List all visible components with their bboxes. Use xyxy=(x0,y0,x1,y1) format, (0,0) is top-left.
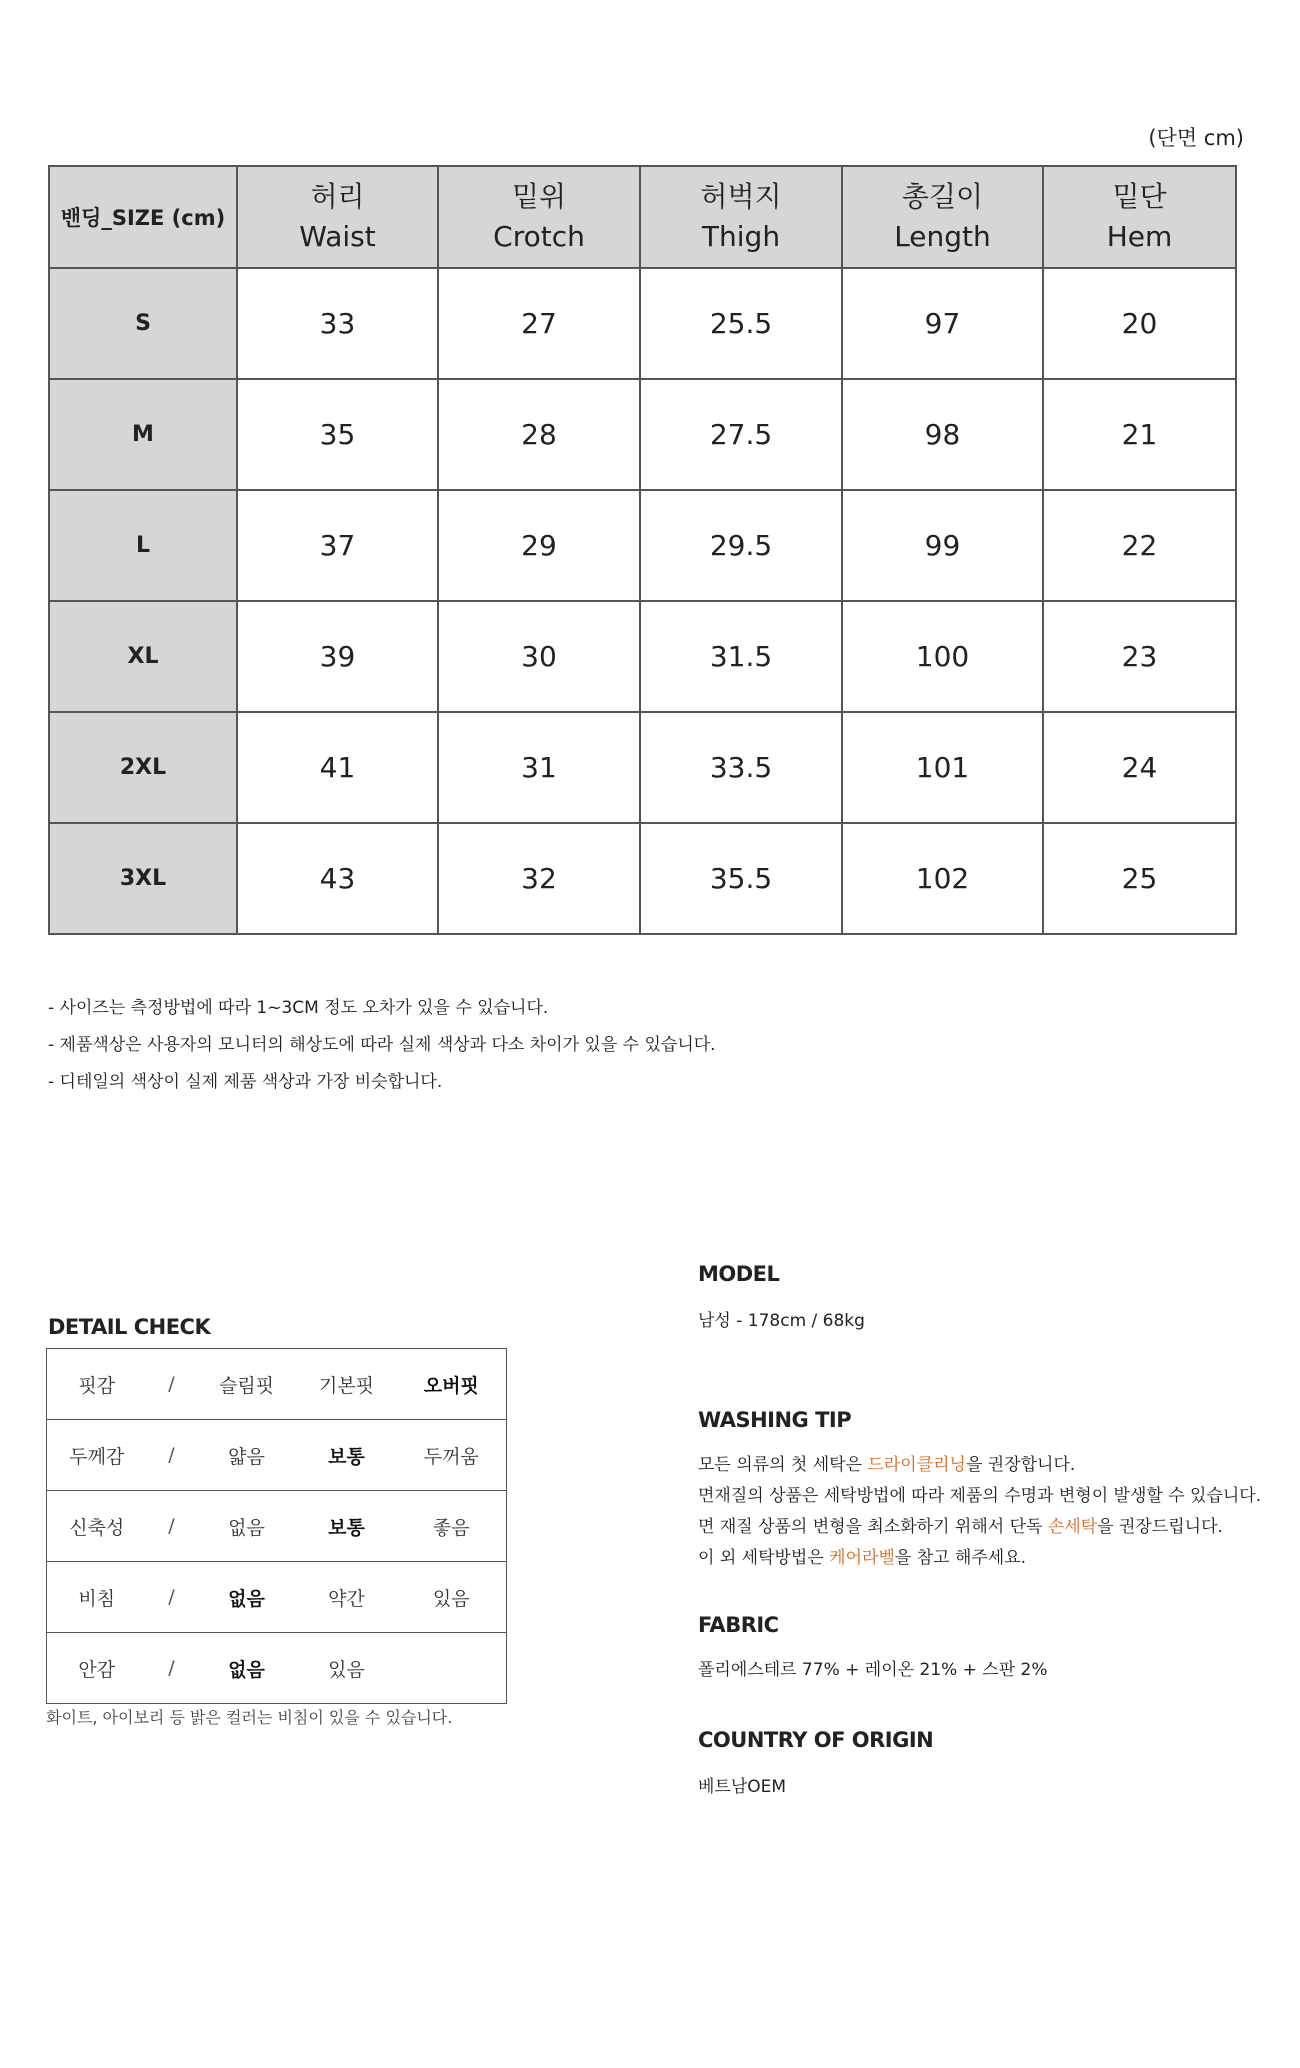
table-cell: 41 xyxy=(237,712,438,823)
fabric-section xyxy=(698,1613,1278,1686)
detail-option-selected: 보통 xyxy=(297,1420,397,1491)
table-cell: 101 xyxy=(842,712,1043,823)
washing-text: 면 재질 상품의 변형을 최소화하기 위해서 단독 xyxy=(698,1517,1048,1537)
detail-option: 없음 xyxy=(197,1491,297,1562)
detail-divider: / xyxy=(147,1349,197,1420)
column-header-en: Crotch xyxy=(493,220,585,253)
table-cell: 22 xyxy=(1043,490,1236,601)
origin-title: COUNTRY OF ORIGIN xyxy=(698,1728,934,1752)
washing-text: 을 권장합니다. xyxy=(965,1455,1076,1475)
size-table xyxy=(48,165,1237,935)
size-label: XL xyxy=(49,601,237,712)
table-cell: 24 xyxy=(1043,712,1236,823)
detail-divider: / xyxy=(147,1420,197,1491)
column-header-hem xyxy=(1043,166,1236,268)
table-cell: 102 xyxy=(842,823,1043,934)
detail-divider: / xyxy=(147,1491,197,1562)
detail-row-stretch xyxy=(47,1491,507,1562)
size-label: 3XL xyxy=(49,823,237,934)
size-label: L xyxy=(49,490,237,601)
fabric-title: FABRIC xyxy=(698,1613,779,1637)
origin-text: 베트남OEM xyxy=(698,1777,787,1797)
note-item: - 사이즈는 측정방법에 따라 1~3CM 정도 오차가 있을 수 있습니다. xyxy=(48,998,549,1018)
detail-row-thickness xyxy=(47,1420,507,1491)
model-text: 남성 - 178cm / 68kg xyxy=(698,1311,865,1331)
detail-option: 얇음 xyxy=(197,1420,297,1491)
washing-line-4 xyxy=(698,1543,1278,1574)
detail-check-note: 화이트, 아이보리 등 밝은 컬러는 비침이 있을 수 있습니다. xyxy=(46,1708,453,1727)
table-cell: 100 xyxy=(842,601,1043,712)
detail-label: 안감 xyxy=(78,1658,116,1681)
detail-option xyxy=(397,1633,507,1704)
size-row-3xl xyxy=(49,823,1236,934)
size-label: M xyxy=(49,379,237,490)
column-header-en: Length xyxy=(894,220,991,253)
detail-option: 기본핏 xyxy=(297,1349,397,1420)
washing-highlight: 드라이클리닝 xyxy=(867,1455,966,1475)
detail-check-table xyxy=(46,1348,507,1704)
size-row-xl xyxy=(49,601,1236,712)
column-header-en: Thigh xyxy=(701,220,781,253)
table-cell: 99 xyxy=(842,490,1043,601)
table-cell: 29.5 xyxy=(640,490,842,601)
washing-text: 모든 의류의 첫 세탁은 xyxy=(698,1455,868,1475)
detail-option: 있음 xyxy=(397,1562,507,1633)
column-header-en: Hem xyxy=(1106,220,1173,253)
table-cell: 32 xyxy=(438,823,640,934)
table-cell: 97 xyxy=(842,268,1043,379)
unit-note: (단면 cm) xyxy=(1148,126,1244,150)
column-header-en: Waist xyxy=(299,220,376,253)
column-header-length xyxy=(842,166,1043,268)
size-column-header: 밴딩_SIZE (cm) xyxy=(49,166,237,268)
detail-option: 슬림핏 xyxy=(197,1349,297,1420)
table-cell: 98 xyxy=(842,379,1043,490)
table-cell: 25 xyxy=(1043,823,1236,934)
size-label: S xyxy=(49,268,237,379)
table-cell: 20 xyxy=(1043,268,1236,379)
size-row-s xyxy=(49,268,1236,379)
fabric-text: 폴리에스테르 77% + 레이온 21% + 스판 2% xyxy=(698,1660,1048,1680)
detail-option: 있음 xyxy=(328,1658,365,1681)
washing-text: 이 외 세탁방법은 xyxy=(698,1548,830,1568)
model-title: MODEL xyxy=(698,1262,780,1286)
size-table-header-row xyxy=(49,166,1236,268)
detail-option-selected: 보통 xyxy=(297,1491,397,1562)
column-header-crotch xyxy=(438,166,640,268)
table-cell: 33.5 xyxy=(640,712,842,823)
table-cell: 27 xyxy=(438,268,640,379)
measurement-notes xyxy=(48,990,716,1101)
washing-text: 을 참고 해주세요. xyxy=(894,1548,1027,1568)
origin-section xyxy=(698,1728,1278,1803)
table-cell: 33 xyxy=(237,268,438,379)
table-cell: 25.5 xyxy=(640,268,842,379)
column-header-waist xyxy=(237,166,438,268)
detail-divider: / xyxy=(147,1562,197,1633)
table-cell: 35.5 xyxy=(640,823,842,934)
detail-label: 두께감 xyxy=(47,1420,147,1491)
detail-option-selected: 없음 xyxy=(197,1562,297,1633)
size-row-m xyxy=(49,379,1236,490)
table-cell: 31 xyxy=(438,712,640,823)
washing-line-1 xyxy=(698,1450,1278,1481)
table-cell: 29 xyxy=(438,490,640,601)
table-cell: 28 xyxy=(438,379,640,490)
column-header-ko: 허벅지 xyxy=(700,180,782,213)
table-cell: 27.5 xyxy=(640,379,842,490)
washing-line-3 xyxy=(698,1512,1278,1543)
detail-label: 비침 xyxy=(47,1562,147,1633)
table-cell: 43 xyxy=(237,823,438,934)
detail-option-selected: 없음 xyxy=(228,1658,265,1681)
detail-check-title: DETAIL CHECK xyxy=(48,1315,211,1339)
note-item: - 제품색상은 사용자의 모니터의 해상도에 따라 실제 색상과 다소 차이가 있을 수 있습니다. xyxy=(48,1035,716,1055)
detail-option: 약간 xyxy=(297,1562,397,1633)
note-item: - 디테일의 색상이 실제 제품 색상과 가장 비슷합니다. xyxy=(48,1072,443,1092)
detail-label: 핏감 xyxy=(47,1349,147,1420)
column-header-ko: 허리 xyxy=(310,180,365,213)
column-header-ko: 총길이 xyxy=(901,180,984,213)
detail-option: 두꺼움 xyxy=(397,1420,507,1491)
table-cell: 37 xyxy=(237,490,438,601)
washing-highlight: 손세탁 xyxy=(1047,1517,1098,1537)
size-label: 2XL xyxy=(49,712,237,823)
washing-highlight: 케어라벨 xyxy=(829,1548,895,1568)
table-cell: 35 xyxy=(237,379,438,490)
table-cell: 31.5 xyxy=(640,601,842,712)
column-header-ko: 밑단 xyxy=(1112,180,1167,213)
size-row-l xyxy=(49,490,1236,601)
table-cell: 21 xyxy=(1043,379,1236,490)
size-row-2xl xyxy=(49,712,1236,823)
washing-text: 을 권장드립니다. xyxy=(1097,1517,1223,1537)
detail-option-selected: 오버핏 xyxy=(397,1349,507,1420)
detail-row-lining xyxy=(47,1633,507,1704)
column-header-thigh xyxy=(640,166,842,268)
detail-row-sheerness xyxy=(47,1562,507,1633)
washing-line-2: 면재질의 상품은 세탁방법에 따라 제품의 수명과 변형이 발생할 수 있습니다. xyxy=(698,1486,1262,1506)
detail-divider: / xyxy=(168,1657,175,1679)
table-cell: 39 xyxy=(237,601,438,712)
washing-tip-title: WASHING TIP xyxy=(698,1408,852,1432)
detail-label: 신축성 xyxy=(47,1491,147,1562)
detail-option: 좋음 xyxy=(397,1491,507,1562)
column-header-ko: 밑위 xyxy=(511,180,567,213)
detail-row-fit xyxy=(47,1349,507,1420)
model-section xyxy=(698,1262,1278,1337)
table-cell: 30 xyxy=(438,601,640,712)
washing-tip-section xyxy=(698,1408,1278,1574)
table-cell: 23 xyxy=(1043,601,1236,712)
